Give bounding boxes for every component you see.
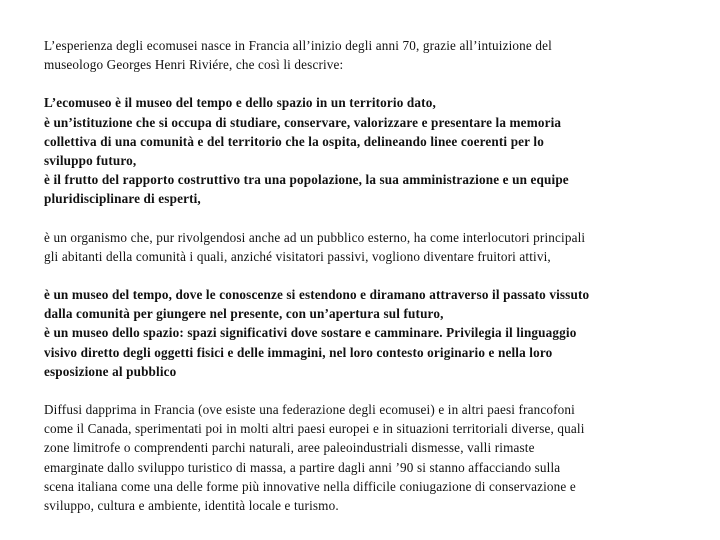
spacer <box>44 266 690 285</box>
definition-1-line-2: è un’istituzione che si occupa di studiare, conservare, valorizzare e presentare la memoria <box>44 114 562 130</box>
definition-1-line-6: pluridisciplinare di esperti, <box>44 191 201 207</box>
organism-line-1: è un organismo che, pur rivolgendosi anche ad un pubblico esterno, ha come interlocutori principali <box>44 229 586 245</box>
intro-line-1: L’esperienza degli ecomusei nasce in Francia all’inizio degli anni 70, grazie all’intuizione del <box>44 38 552 53</box>
definition-2-line-5: esposizione al pubblico <box>44 363 177 379</box>
definition-2-line-3: è un museo dello spazio: spazi significativi dove sostare e camminare. Privilegia il linguaggio <box>44 325 577 341</box>
spacer <box>44 209 690 228</box>
closing-line-6: sviluppo, cultura e ambiente, identità locale e turismo. <box>44 498 339 514</box>
definition-paragraph-1 <box>44 93 690 208</box>
definition-2-line-1: è un museo del tempo, dove le conoscenze si estendono e diramano attraverso il passato vissuto <box>44 287 590 303</box>
definition-1-line-4: sviluppo futuro, <box>44 153 137 169</box>
intro-paragraph <box>44 36 690 74</box>
spacer <box>44 74 690 93</box>
definition-1-line-1: L’ecomuseo è il museo del tempo e dello spazio in un territorio dato, <box>44 95 436 111</box>
definition-paragraph-2 <box>44 285 690 381</box>
definition-2-line-4: visivo diretto degli oggetti fisici e delle immagini, nel loro contesto originario e nella loro <box>44 344 553 360</box>
spacer <box>44 381 690 400</box>
definition-1-line-5: è il frutto del rapporto costruttivo tra una popolazione, la sua amministrazione e un equipe <box>44 172 569 188</box>
closing-line-4: emarginate dallo sviluppo turistico di massa, a partire dagli anni ’90 si stanno affacciando sulla <box>44 459 561 475</box>
closing-line-5: scena italiana come una delle forme più innovative nella difficile coniugazione di conservazione e <box>44 478 576 494</box>
definition-2-line-2: dalla comunità per giungere nel presente, con un’apertura sul futuro, <box>44 306 444 322</box>
organism-line-2: gli abitanti della comunità i quali, anziché visitatori passivi, vogliono diventare fruitori attivi, <box>44 248 551 264</box>
intro-line-2: museologo Georges Henri Riviére, che così li descrive: <box>44 57 344 73</box>
closing-line-1: Diffusi dapprima in Francia (ove esiste una federazione degli ecomusei) e in altri paesi francofoni <box>44 402 575 418</box>
document-page <box>44 36 690 515</box>
organism-paragraph <box>44 228 690 266</box>
definition-1-line-3: collettiva di una comunità e del territorio che la ospita, delineando linee coerenti per lo <box>44 133 544 149</box>
closing-line-2: come il Canada, sperimentati poi in molti altri paesi europei e in situazioni territoriali diverse, quali <box>44 421 585 437</box>
closing-line-3: zone limitrofe o comprendenti parchi naturali, aree paleoindustriali dismesse, valli rimaste <box>44 440 535 456</box>
closing-paragraph <box>44 400 690 515</box>
